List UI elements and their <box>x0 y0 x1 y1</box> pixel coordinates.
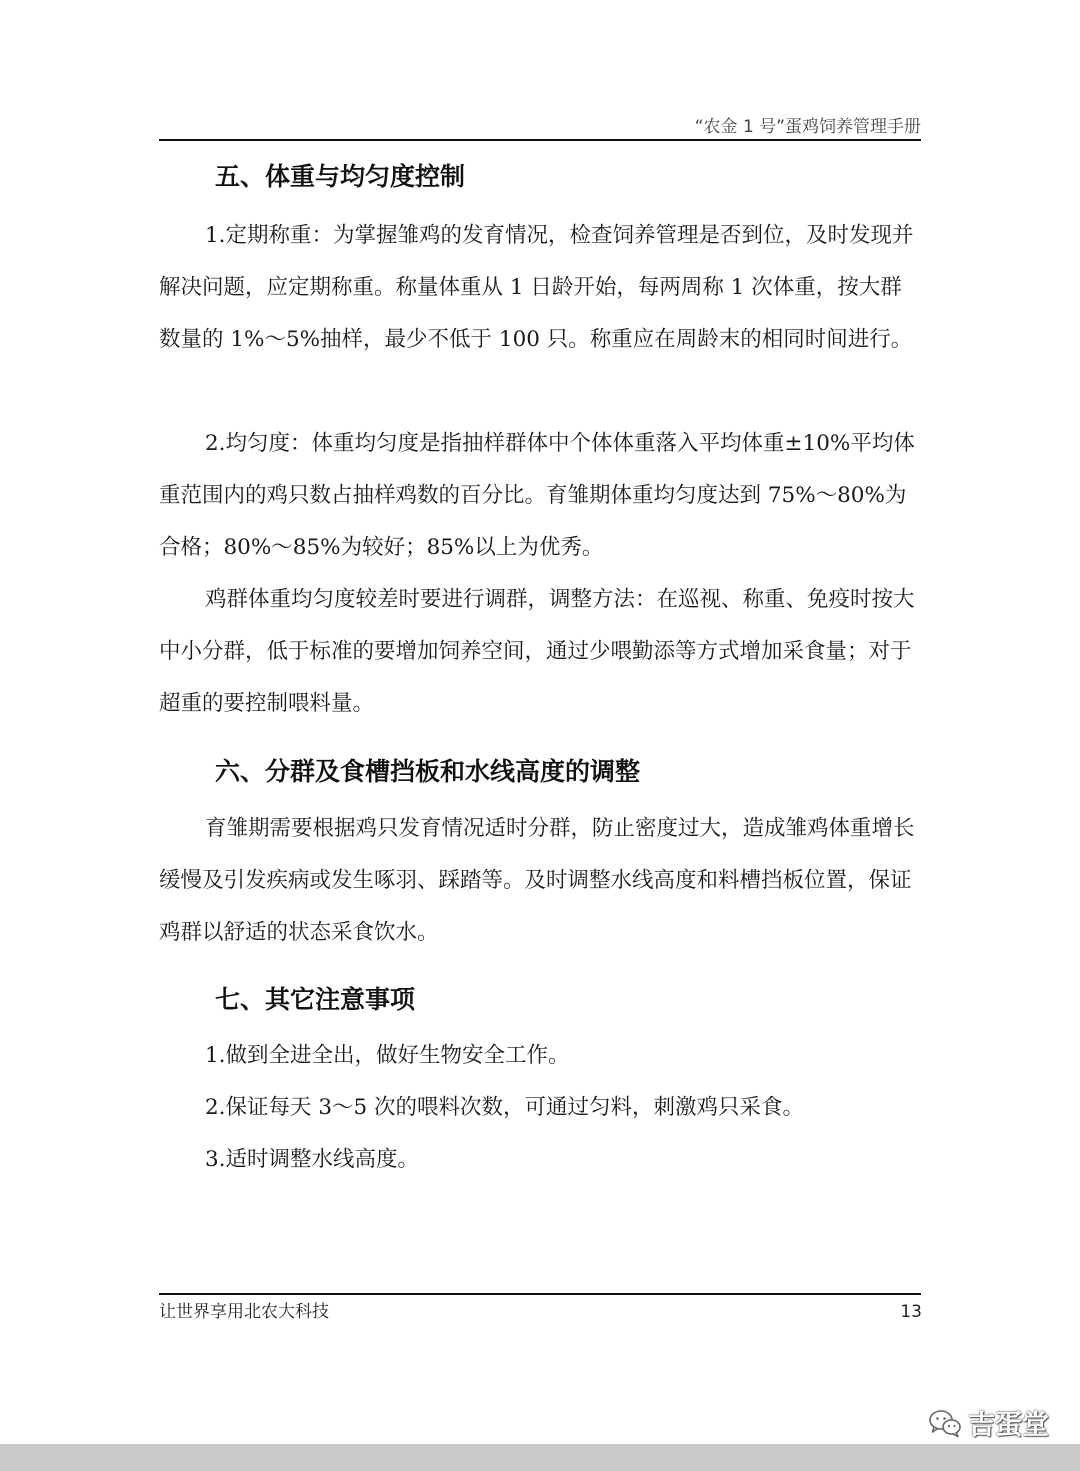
list-item: 2.保证每天 3～5 次的喂料次数，可通过匀料，刺激鸡只采食。 <box>205 1095 805 1120</box>
list-item: 3.适时调整水线高度。 <box>205 1147 420 1172</box>
section-heading: 五、体重与均匀度控制 <box>215 162 466 191</box>
list-item: 1.做到全进全出，做好生物安全工作。 <box>205 1043 570 1068</box>
page-header-title: “农金 1 号”蛋鸡饲养管理手册 <box>694 117 921 137</box>
header-rule <box>159 139 921 141</box>
footer-rule <box>159 1293 921 1295</box>
section-heading: 七、其它注意事项 <box>215 985 416 1014</box>
paragraph: 鸡群体重均匀度较差时要进行调群，调整方法：在巡视、称重、免疫时按大中小分群，低于标准的要增加饲养空间，通过少喂勤添等方式增加采食量；对于超重的要控制喂料量。 <box>159 587 915 716</box>
paragraph: 2.均匀度：体重均匀度是指抽样群体中个体体重落入平均体重±10%平均体重范围内的鸡只数占抽样鸡数的百分比。育雏期体重均匀度达到 75%～80%为合格；80%～85%为较好；85%以上为优秀。 <box>159 431 915 560</box>
wechat-icon <box>928 1408 962 1438</box>
page-number: 13 <box>900 1302 922 1322</box>
bottom-strip <box>0 1444 1080 1471</box>
paragraph: 育雏期需要根据鸡只发育情况适时分群，防止密度过大，造成雏鸡体重增长缓慢及引发疾病或发生啄羽、踩踏等。及时调整水线高度和料槽挡板位置，保证鸡群以舒适的状态采食饮水。 <box>159 816 915 945</box>
section-heading: 六、分群及食槽挡板和水线高度的调整 <box>215 757 641 786</box>
watermark-text: 吉蛋堂 <box>968 1410 1049 1441</box>
watermark <box>928 1403 1049 1442</box>
paragraph: 1.定期称重：为掌握雏鸡的发育情况，检查饲养管理是否到位，及时发现并解决问题，应定期称重。称量体重从 1 日龄开始，每两周称 1 次体重，按大群数量的 1%～5%抽样，最少不低于 100 只。称重应在周龄末的相同时间进行。 <box>159 223 914 352</box>
footer-slogan: 让世界享用北农大科技 <box>159 1302 329 1322</box>
